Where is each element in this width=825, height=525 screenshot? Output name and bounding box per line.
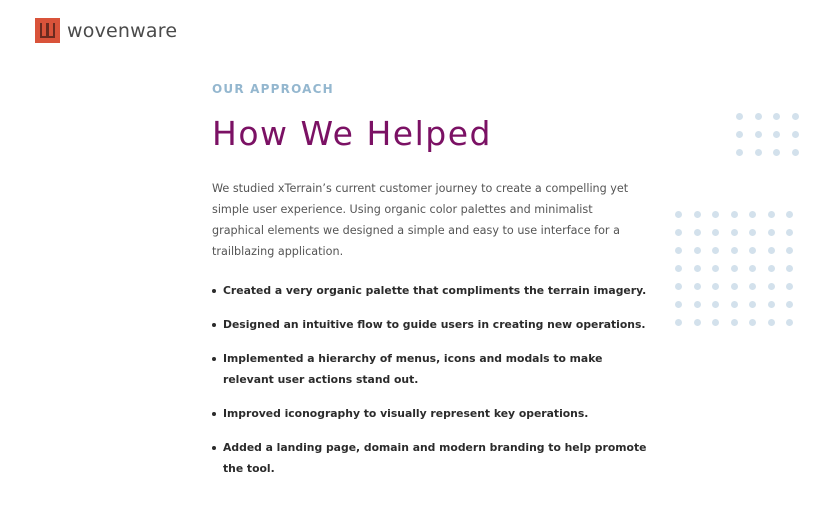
decorative-dot (749, 211, 756, 218)
decorative-dot (712, 283, 719, 290)
decorative-dot (786, 229, 793, 236)
decorative-dot (694, 301, 701, 308)
decorative-dot-grid-top (736, 113, 799, 156)
decorative-dot (786, 211, 793, 218)
list-item: Implemented a hierarchy of menus, icons and modals to make relevant user actions stand out. (212, 348, 652, 390)
decorative-dot (712, 301, 719, 308)
decorative-dot (786, 247, 793, 254)
decorative-dot (694, 319, 701, 326)
decorative-dot (694, 229, 701, 236)
decorative-dot (675, 229, 682, 236)
decorative-dot (675, 265, 682, 272)
section-eyebrow: OUR APPROACH (212, 82, 334, 96)
decorative-dot (736, 113, 743, 120)
decorative-dot (731, 265, 738, 272)
decorative-dot (749, 265, 756, 272)
decorative-dot (755, 149, 762, 156)
decorative-dot (712, 211, 719, 218)
decorative-dot (786, 265, 793, 272)
decorative-dot (694, 265, 701, 272)
decorative-dot (768, 247, 775, 254)
decorative-dot (755, 131, 762, 138)
brand-logo[interactable] (35, 18, 177, 43)
decorative-dot (749, 283, 756, 290)
decorative-dot-grid-bottom (675, 211, 793, 326)
decorative-dot (773, 149, 780, 156)
approach-section (212, 82, 652, 492)
decorative-dot (731, 283, 738, 290)
section-intro: We studied xTerrain’s current customer journey to create a compelling yet simple user experience. Using organic color palettes and minimalist graphical elements we designed a simple and easy to use interface for a trailblazing application. (212, 182, 629, 259)
decorative-dot (731, 247, 738, 254)
decorative-dot (786, 319, 793, 326)
decorative-dot (694, 211, 701, 218)
decorative-dot (675, 247, 682, 254)
decorative-dot (768, 319, 775, 326)
decorative-dot (773, 131, 780, 138)
decorative-dot (768, 283, 775, 290)
decorative-dot (675, 319, 682, 326)
decorative-dot (675, 283, 682, 290)
decorative-dot (731, 301, 738, 308)
list-item: Created a very organic palette that compliments the terrain imagery. (212, 280, 652, 301)
decorative-dot (768, 265, 775, 272)
decorative-dot (749, 247, 756, 254)
decorative-dot (736, 131, 743, 138)
list-item: Added a landing page, domain and modern branding to help promote the tool. (212, 437, 652, 479)
decorative-dot (675, 301, 682, 308)
approach-list (212, 280, 652, 479)
list-item: Improved iconography to visually represent key operations. (212, 403, 652, 424)
decorative-dot (749, 301, 756, 308)
decorative-dot (712, 229, 719, 236)
decorative-dot (786, 301, 793, 308)
list-item: Designed an intuitive flow to guide users in creating new operations. (212, 314, 652, 335)
wovenware-logo-icon (35, 18, 60, 43)
decorative-dot (712, 247, 719, 254)
decorative-dot (712, 319, 719, 326)
decorative-dot (755, 113, 762, 120)
decorative-dot (731, 229, 738, 236)
decorative-dot (694, 283, 701, 290)
decorative-dot (712, 265, 719, 272)
decorative-dot (786, 283, 793, 290)
decorative-dot (792, 113, 799, 120)
decorative-dot (792, 149, 799, 156)
decorative-dot (731, 319, 738, 326)
decorative-dot (749, 229, 756, 236)
decorative-dot (792, 131, 799, 138)
decorative-dot (675, 211, 682, 218)
brand-name: wovenware (67, 19, 178, 42)
decorative-dot (768, 229, 775, 236)
section-title: How We Helped (212, 114, 492, 153)
decorative-dot (749, 319, 756, 326)
decorative-dot (768, 301, 775, 308)
decorative-dot (773, 113, 780, 120)
decorative-dot (731, 211, 738, 218)
decorative-dot (694, 247, 701, 254)
decorative-dot (736, 149, 743, 156)
decorative-dot (768, 211, 775, 218)
